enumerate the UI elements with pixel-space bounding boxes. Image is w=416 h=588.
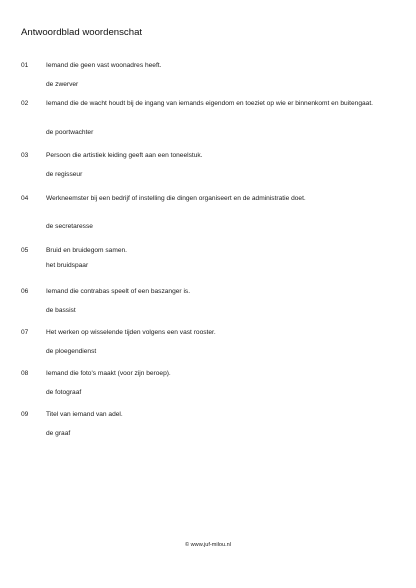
item-number: 09	[21, 411, 29, 418]
item-question: Iemand die de wacht houdt bij de ingang van iemands eigendom en toeziet op wie er binnenkomt en buitengaat.	[46, 100, 373, 107]
item-answer: de secretaresse	[46, 223, 93, 230]
item-number: 02	[21, 100, 29, 107]
item-question: Het werken op wisselende tijden volgens een vast rooster.	[46, 329, 216, 336]
item-question: Titel van iemand van adel.	[46, 411, 123, 418]
item-number: 06	[21, 288, 29, 295]
item-answer: de regisseur	[46, 171, 83, 178]
item-number: 04	[21, 195, 29, 202]
item-number: 08	[21, 370, 29, 377]
page-title: Antwoordblad woordenschat	[21, 27, 143, 38]
footer-copyright: © www.juf-milou.nl	[184, 542, 232, 548]
item-number: 01	[21, 62, 29, 69]
item-answer: de ploegendienst	[46, 348, 97, 355]
item-question: Iemand die foto's maakt (voor zijn beroep).	[46, 370, 171, 377]
item-answer: de fotograaf	[46, 389, 82, 396]
item-question: Iemand die geen vast woonadres heeft.	[46, 62, 162, 69]
item-answer: de poortwachter	[46, 129, 94, 136]
item-answer: de graaf	[46, 430, 71, 437]
item-question: Bruid en bruidegom samen.	[46, 247, 128, 254]
item-number: 03	[21, 152, 29, 159]
item-question: Persoon die artistiek leiding geeft aan een toneelstuk.	[46, 152, 203, 159]
item-number: 07	[21, 329, 29, 336]
item-number: 05	[21, 247, 29, 254]
item-answer: het bruidspaar	[46, 262, 89, 269]
item-question: Werkneemster bij een bedrijf of instelling die dingen organiseert en de administratie doet.	[46, 195, 306, 202]
item-answer: de zwerver	[46, 81, 79, 88]
item-answer: de bassist	[46, 307, 76, 314]
item-question: Iemand die contrabas speelt of een baszanger is.	[46, 288, 191, 295]
